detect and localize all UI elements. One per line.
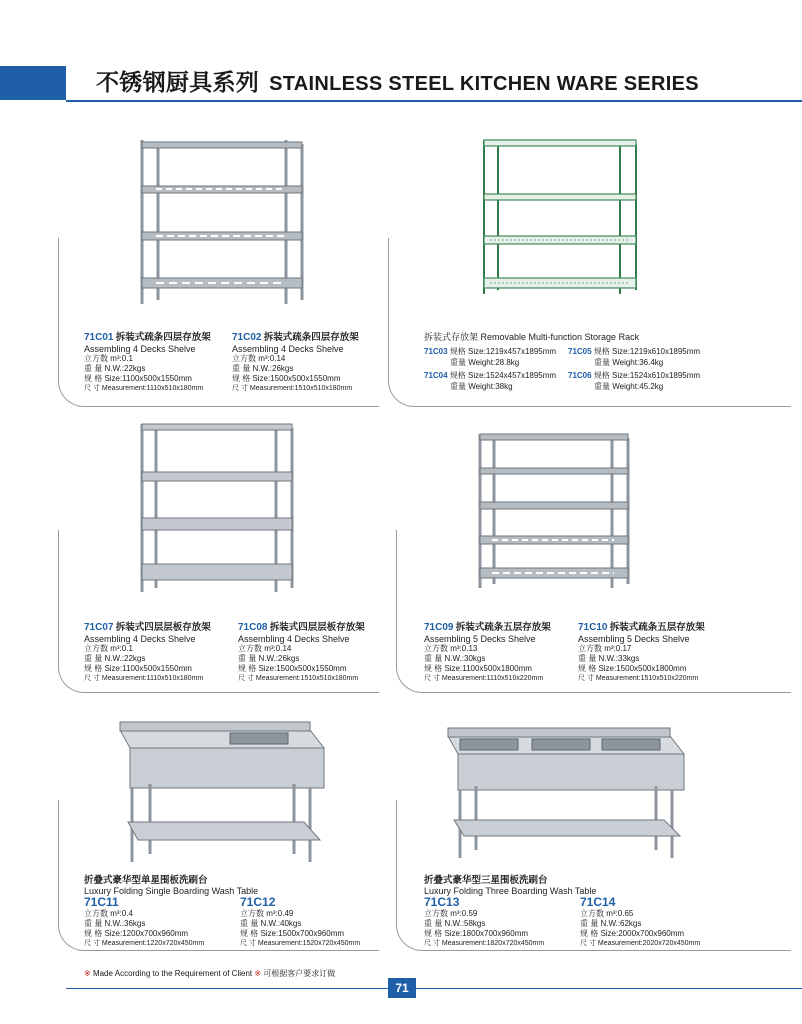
item-71c14 (580, 896, 700, 949)
rack-title: 拆装式存放架 Removable Multi-function Storage Rack (424, 332, 640, 342)
item-weight: 重量 Weight:38kg (450, 382, 513, 391)
item-volume: 立方数 m³:0.14 (232, 354, 286, 363)
page-title-en: STAINLESS STEEL KITCHEN WARE SERIES (269, 73, 699, 95)
item-71c10 (578, 622, 705, 684)
page-number: 71 (388, 978, 416, 998)
item-71c08 (238, 622, 365, 684)
item-71c13 (424, 896, 544, 949)
item-volume: 立方数 m³:0.4 (84, 909, 133, 918)
item-weight: 重 量 N.W.:30kgs (424, 654, 486, 663)
item-volume: 立方数 m³:0.49 (240, 909, 294, 918)
item-weight: 重 量 N.W.:62kgs (580, 919, 642, 928)
shelf-5-slatted-image (474, 430, 634, 592)
item-71c02 (232, 332, 359, 394)
item-code: 71C11 (84, 895, 119, 909)
item-size: 规 格 Size:1500x500x1800mm (578, 664, 687, 673)
item-volume: 立方数 m³:0.17 (578, 644, 632, 653)
footer-note-en: Made According to the Requirement of Client (92, 969, 253, 978)
footer-note (84, 968, 335, 979)
item-measurement: 尺 寸 Measurement:1510x510x180mm (238, 675, 359, 682)
item-71c09 (424, 622, 551, 684)
rack-specs-right (568, 346, 700, 392)
item-71c12 (240, 896, 360, 949)
shelf-4-solid-image (136, 420, 298, 596)
item-weight: 重 量 N.W.:22kgs (84, 654, 146, 663)
item-code: 71C05 (568, 347, 592, 356)
item-name-cn: 拆装式四层层板存放架 (115, 622, 211, 633)
item-name-cn: 拆装式疏条四层存放架 (263, 332, 359, 343)
item-measurement: 尺 寸 Measurement:1110x510x180mm (84, 675, 204, 682)
item-measurement: 尺 寸 Measurement:1510x510x180mm (232, 385, 353, 392)
item-measurement: 尺 寸 Measurement:1110x510x220mm (424, 675, 544, 682)
item-code: 71C06 (568, 371, 592, 380)
item-code: 71C13 (424, 895, 460, 909)
item-volume: 立方数 m³:0.1 (84, 644, 133, 653)
item-code: 71C03 (424, 347, 448, 356)
footer-rule (66, 988, 802, 989)
single-table-title (84, 876, 258, 896)
item-size: 规格 Size:1524x457x1895mm (449, 371, 557, 380)
item-code: 71C07 (84, 622, 114, 633)
single-wash-table-image (114, 718, 326, 864)
item-code: 71C02 (232, 332, 262, 343)
item-code: 71C01 (84, 332, 114, 343)
item-name-en: Assembling 5 Decks Shelve (424, 634, 536, 644)
item-size: 规 格 Size:1100x500x1550mm (84, 664, 192, 673)
item-measurement: 尺 寸 Measurement:1510x510x220mm (578, 675, 699, 682)
item-volume: 立方数 m³:0.1 (84, 354, 133, 363)
item-name-cn: 拆装式疏条五层存放架 (609, 622, 705, 633)
three-table-title (424, 876, 596, 896)
item-weight: 重 量 N.W.:36kgs (84, 919, 146, 928)
item-weight: 重 量 N.W.:58kgs (424, 919, 486, 928)
item-71c01 (84, 332, 211, 394)
item-measurement: 尺 寸 Measurement:1820x720x450mm (424, 940, 545, 947)
footer-mark: ※ (254, 969, 262, 978)
item-name-en: Luxury Folding Three Boarding Wash Table (424, 886, 597, 896)
item-size: 规 格 Size:1200x700x960mm (84, 929, 189, 938)
header-accent-bar (0, 66, 66, 100)
item-weight: 重 量 N.W.:26kgs (232, 364, 294, 373)
footer-note-cn: 可根据客户要求订做 (263, 969, 336, 978)
item-name-en: Assembling 4 Decks Shelve (84, 634, 196, 644)
item-size: 规 格 Size:1100x500x1550mm (84, 374, 192, 383)
item-name-cn: 折叠式豪华型单星围板洗刷台 (84, 875, 208, 886)
item-weight: 重量 Weight:28.8kg (450, 358, 520, 367)
item-volume: 立方数 m³:0.65 (580, 909, 634, 918)
item-name-cn: 拆装式四层层板存放架 (269, 622, 365, 633)
item-volume: 立方数 m³:0.59 (424, 909, 478, 918)
item-size: 规 格 Size:1800x700x960mm (424, 929, 529, 938)
item-size: 规 格 Size:1500x500x1550mm (232, 374, 341, 383)
item-weight: 重 量 N.W.:22kgs (84, 364, 146, 373)
wire-rack-image (480, 136, 642, 298)
item-weight: 重 量 N.W.:26kgs (238, 654, 300, 663)
item-measurement: 尺 寸 Measurement:1520x720x450mm (240, 940, 361, 947)
item-name-en: Luxury Folding Single Boarding Wash Table (84, 886, 259, 896)
item-size: 规 格 Size:1100x500x1800mm (424, 664, 532, 673)
three-wash-table-image (444, 724, 686, 860)
item-71c07 (84, 622, 211, 684)
item-weight: 重 量 N.W.:40kgs (240, 919, 302, 928)
item-weight: 重量 Weight:36.4kg (594, 358, 664, 367)
item-size: 规格 Size:1219x457x1895mm (449, 347, 557, 356)
item-name-cn: 拆装式疏条四层存放架 (115, 332, 211, 343)
item-weight: 重 量 N.W.:33kgs (578, 654, 640, 663)
item-volume: 立方数 m³:0.14 (238, 644, 292, 653)
item-measurement: 尺 寸 Measurement:1110x510x180mm (84, 385, 204, 392)
item-size: 规格 Size:1524x610x1895mm (593, 371, 701, 380)
item-code: 71C14 (580, 895, 616, 909)
item-code: 71C09 (424, 622, 454, 633)
item-name-en: Assembling 4 Decks Shelve (232, 344, 344, 354)
item-name-cn: 折叠式豪华型三星围板洗刷台 (424, 875, 548, 886)
item-name-en: Assembling 4 Decks Shelve (238, 634, 350, 644)
item-weight: 重量 Weight:45.2kg (594, 382, 664, 391)
item-size: 规 格 Size:1500x700x960mm (240, 929, 345, 938)
footer-mark: ※ (84, 969, 91, 978)
page-title (96, 64, 699, 97)
item-volume: 立方数 m³:0.13 (424, 644, 478, 653)
item-71c11 (84, 896, 204, 949)
item-name-cn: 拆装式疏条五层存放架 (455, 622, 551, 633)
item-code: 71C04 (424, 371, 448, 380)
header-rule (66, 100, 802, 102)
item-size: 规 格 Size:2000x700x960mm (580, 929, 685, 938)
item-code: 71C10 (578, 622, 608, 633)
shelf-4-slatted-image (136, 136, 308, 308)
item-name-en: Assembling 4 Decks Shelve (84, 344, 196, 354)
item-measurement: 尺 寸 Measurement:2020x720x450mm (580, 940, 701, 947)
item-code: 71C08 (238, 622, 268, 633)
page-title-cn: 不锈钢厨具系列 (96, 69, 260, 95)
item-name-en: Assembling 5 Decks Shelve (578, 634, 690, 644)
item-size: 规格 Size:1219x610x1895mm (593, 347, 701, 356)
item-size: 规 格 Size:1500x500x1550mm (238, 664, 347, 673)
item-measurement: 尺 寸 Measurement:1220x720x450mm (84, 940, 205, 947)
item-code: 71C12 (240, 895, 276, 909)
